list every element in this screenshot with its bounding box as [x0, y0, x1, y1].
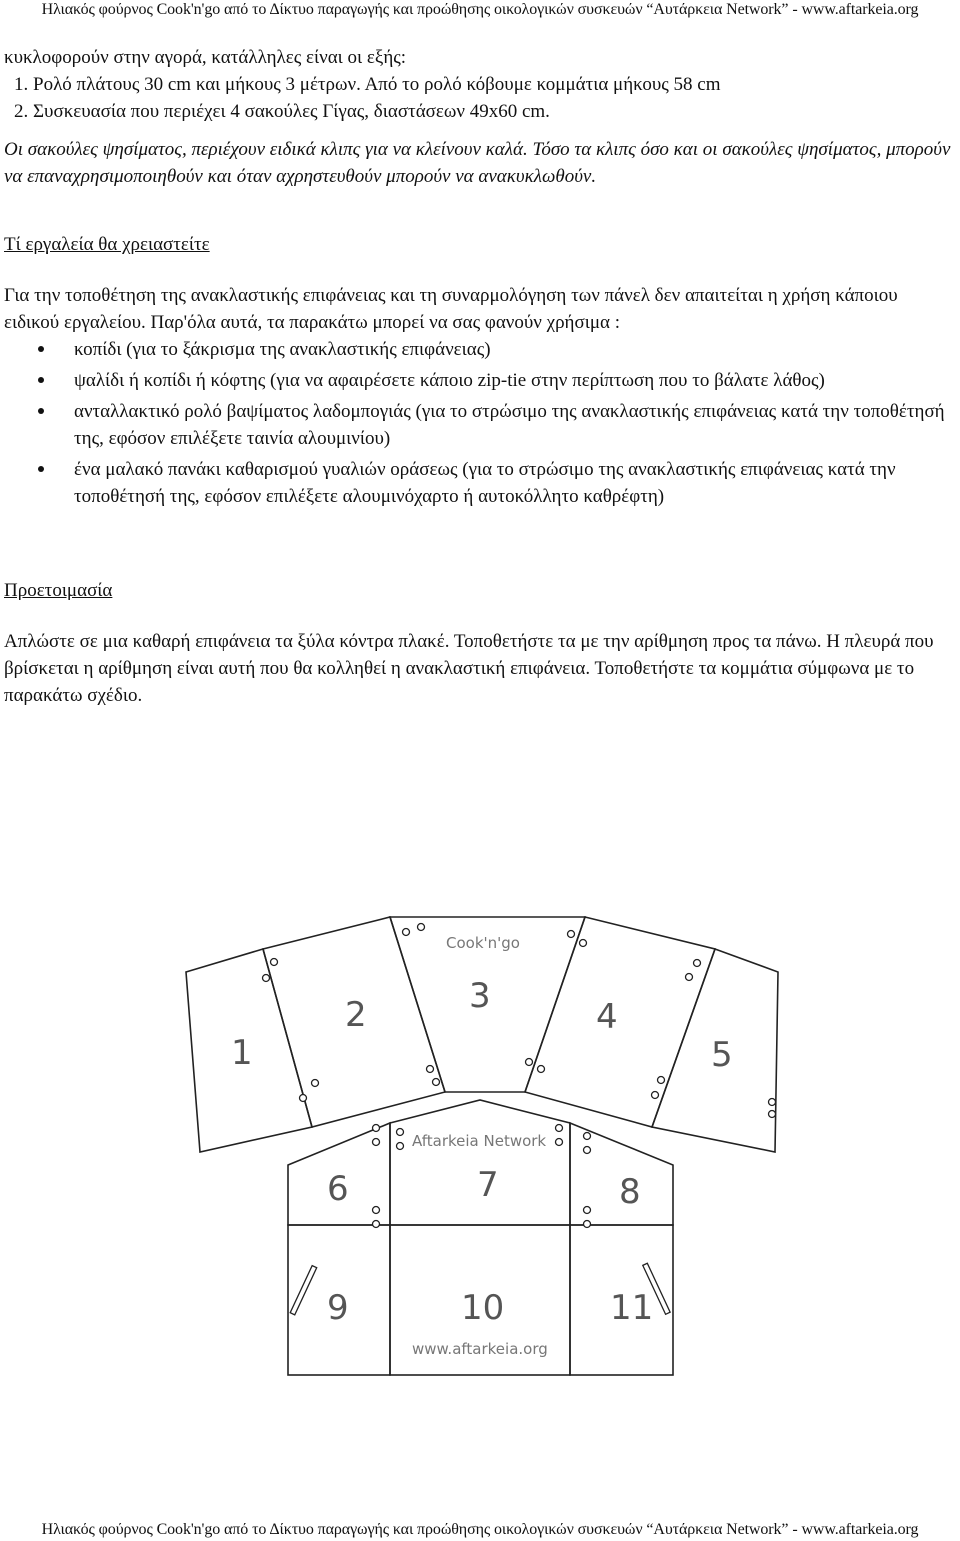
tools-text: Για την τοποθέτηση της ανακλαστικής επιφάνειας και τη συναρμολόγηση των πάνελ δεν απαιτείται η χρήση κάποιου ειδικού εργαλείου. Παρ'όλα αυτά, τα παρακάτω μπορεί να σας φανούν χρήσιμα : — [4, 285, 898, 333]
panel-label-10: 10 — [461, 1288, 505, 1328]
clips-note: Οι σακούλες ψησίματος, περιέχουν ειδικά κλιπς για να κλείνουν καλά. Τόσο τα κλιπς όσο και οι σακούλες ψησίματος, μπορούν να επαναχρησιμοποιηθούν και όταν αχρηστευθούν μπορούν να ανακυκλωθούν. — [4, 139, 951, 187]
hole-icon — [300, 1095, 307, 1102]
hole-icon — [584, 1133, 591, 1140]
panel-layout-diagram — [0, 890, 960, 1390]
page-footer — [0, 1520, 960, 1540]
panel-label-9: 9 — [327, 1288, 349, 1328]
footer-link[interactable]: www.aftarkeia.org — [801, 1521, 919, 1538]
list-item: ένα μαλακό πανάκι καθαρισμού γυαλιών οράσεως (για το στρώσιμο της ανακλαστικής επιφάνειας κατά την τοποθέτησή της, εφόσον επιλέξετε αλουμινόχαρτο ή αυτοκόλλητο καθρέφτη) — [4, 456, 956, 510]
panel-label-6: 6 — [327, 1169, 349, 1209]
document-body — [4, 44, 956, 709]
hole-icon — [373, 1139, 380, 1146]
hole-icon — [769, 1111, 776, 1118]
brand-aftarkeia: Aftarkeia Network — [412, 1132, 547, 1150]
prep-text: Απλώστε σε μια καθαρή επιφάνεια τα ξύλα κόντρα πλακέ. Τοποθετήστε τα με την αρίθμηση προς τα πάνω. Η πλευρά που βρίσκεται η αρίθμηση είναι αυτή που θα κολληθεί η ανακλαστική επιφάνεια. Τοποθετήστε τα κομμάτια σύμφωνα με το παρακάτω σχέδιο. — [4, 631, 934, 706]
bullet-icon — [38, 377, 44, 383]
hole-icon — [769, 1099, 776, 1106]
brand-website: www.aftarkeia.org — [412, 1340, 548, 1358]
tools-list — [4, 336, 956, 510]
hole-icon — [568, 931, 575, 938]
hole-icon — [580, 940, 587, 947]
hole-icon — [373, 1207, 380, 1214]
intro-text: κυκλοφορούν στην αγορά, κατάλληλες είναι οι εξής: — [4, 47, 407, 68]
hole-icon — [556, 1125, 563, 1132]
hole-icon — [694, 960, 701, 967]
panel-label-7: 7 — [477, 1165, 499, 1205]
hole-icon — [312, 1080, 319, 1087]
hole-icon — [271, 959, 278, 966]
hole-icon — [526, 1059, 533, 1066]
hole-icon — [584, 1207, 591, 1214]
panel-label-4: 4 — [596, 997, 618, 1037]
panel-label-2: 2 — [345, 995, 367, 1035]
list-item: ανταλλακτικό ρολό βαψίματος λαδομπογιάς (για το στρώσιμο της ανακλαστικής επιφάνειας κατά την τοποθέτησή της, εφόσον επιλέξετε ταινία αλουμινίου) — [4, 398, 956, 452]
prep-heading: Προετοιμασία — [4, 580, 113, 601]
bullet-icon — [38, 466, 44, 472]
foil-options-list — [4, 71, 956, 125]
hole-icon — [397, 1143, 404, 1150]
list-item: 1. Ρολό πλάτους 30 cm και μήκους 3 μέτρων. Από το ρολό κόβουμε κομμάτια μήκους 58 cm — [14, 74, 721, 95]
list-item: κοπίδι (για το ξάκρισμα της ανακλαστικής επιφάνειας) — [4, 336, 956, 363]
slot-icon — [290, 1266, 317, 1315]
panel-label-5: 5 — [711, 1035, 733, 1075]
hole-icon — [433, 1079, 440, 1086]
panel-label-1: 1 — [231, 1033, 253, 1073]
hole-icon — [427, 1066, 434, 1073]
page-header — [0, 0, 960, 20]
panel-label-11: 11 — [610, 1288, 654, 1328]
bullet-icon — [38, 408, 44, 414]
list-item: ψαλίδι ή κοπίδι ή κόφτης (για να αφαιρέσετε κάποιο zip-tie στην περίπτωση που το βάλατε λάθος) — [4, 367, 956, 394]
hole-icon — [658, 1077, 665, 1084]
hole-icon — [418, 924, 425, 931]
panel-label-8: 8 — [619, 1172, 641, 1212]
hole-icon — [584, 1221, 591, 1228]
hole-icon — [556, 1139, 563, 1146]
header-text: Ηλιακός φούρνος Cook'n'go από το Δίκτυο παραγωγής και προώθησης οικολογικών συσκευών “Αυτάρκεια Network” - — [41, 1, 802, 18]
bullet-icon — [38, 346, 44, 352]
list-item: 2. Συσκευασία που περιέχει 4 σακούλες Γίγας, διαστάσεων 49x60 cm. — [14, 101, 550, 122]
hole-icon — [403, 929, 410, 936]
brand-cookngo: Cook'n'go — [446, 934, 520, 952]
panel-7 — [390, 1100, 570, 1225]
panel-label-3: 3 — [469, 976, 491, 1016]
hole-icon — [652, 1092, 659, 1099]
hole-icon — [686, 974, 693, 981]
hole-icon — [373, 1221, 380, 1228]
hole-icon — [263, 975, 270, 982]
tools-heading: Τί εργαλεία θα χρειαστείτε — [4, 234, 210, 255]
hole-icon — [584, 1147, 591, 1154]
hole-icon — [397, 1129, 404, 1136]
footer-text: Ηλιακός φούρνος Cook'n'go από το Δίκτυο παραγωγής και προώθησης οικολογικών συσκευών “Αυτάρκεια Network” - — [41, 1521, 802, 1538]
panel-4 — [525, 917, 715, 1127]
header-link[interactable]: www.aftarkeia.org — [801, 1, 919, 18]
hole-icon — [538, 1066, 545, 1073]
hole-icon — [373, 1125, 380, 1132]
